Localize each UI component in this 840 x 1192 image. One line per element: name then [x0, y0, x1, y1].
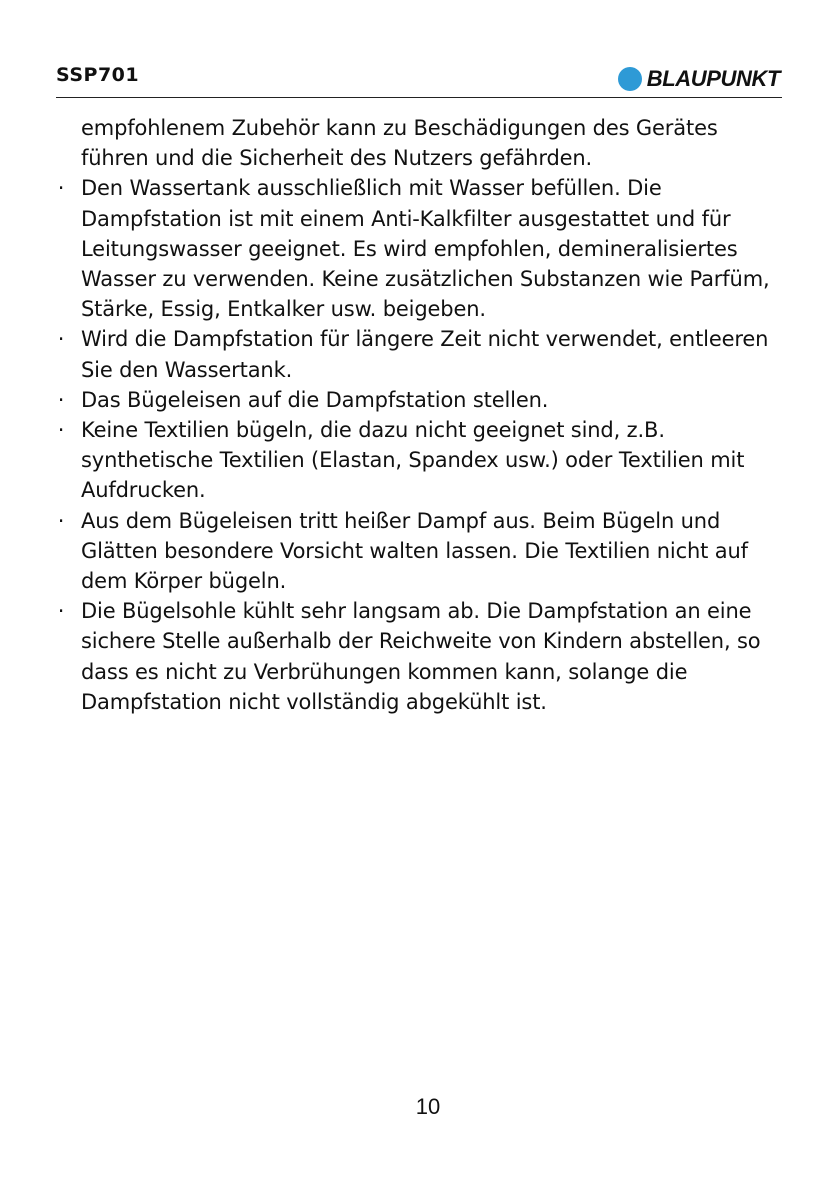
- list-item-text: Keine Textilien bügeln, die dazu nicht geeignet sind, z.B. synthetische Textilien (Elastan, Spandex usw.) oder Textilien mit Aufdrucken.: [81, 418, 745, 503]
- list-item: [56, 324, 786, 384]
- list-item: [56, 173, 786, 324]
- brand-name: BLAUPUNKT: [646, 66, 780, 91]
- page-header: [56, 64, 782, 96]
- bullet-icon: ·: [57, 327, 65, 352]
- bullet-icon: ·: [57, 418, 65, 443]
- header-divider: [56, 97, 782, 98]
- list-item-text: Die Bügelsohle kühlt sehr langsam ab. Die Dampfstation an eine sichere Stelle außerhalb der Reichweite von Kindern abstellen, so dass es nicht zu Verbrühungen kommen kann, solange die Dampfstation nicht vollständig abgekühlt ist.: [81, 599, 761, 714]
- safety-instructions: [56, 113, 786, 717]
- list-item-text: Den Wassertank ausschließlich mit Wasser befüllen. Die Dampfstation ist mit einem Anti-Kalkfilter ausgestattet und für Leitungswasser geeignet. Es wird empfohlen, demineralisiertes Wasser zu verwenden. Keine zusätzlichen Substanzen wie Parfüm, Stärke, Essig, Entkalker usw. beigeben.: [81, 176, 770, 322]
- bullet-icon: ·: [57, 176, 65, 201]
- bullet-icon: ·: [57, 387, 65, 412]
- page-number: 10: [415, 1094, 441, 1119]
- model-number: SSP701: [56, 64, 140, 86]
- blue-dot-icon: [618, 67, 642, 91]
- list-item-text: Wird die Dampfstation für längere Zeit nicht verwendet, entleeren Sie den Wassertank.: [81, 327, 769, 382]
- list-item-text: Das Bügeleisen auf die Dampfstation stellen.: [81, 387, 549, 412]
- list-item: [56, 506, 786, 597]
- bullet-icon: ·: [57, 599, 65, 624]
- list-item: [56, 415, 786, 506]
- brand-logo: [618, 66, 780, 92]
- bullet-icon: ·: [57, 508, 65, 533]
- list-item-text: Aus dem Bügeleisen tritt heißer Dampf aus. Beim Bügeln und Glätten besondere Vorsicht walten lassen. Die Textilien nicht auf dem Körper bügeln.: [81, 508, 748, 594]
- continued-paragraph: empfohlenem Zubehör kann zu Beschädigungen des Gerätes führen und die Sicherheit des Nutzers gefährden.: [81, 116, 718, 171]
- list-item: [56, 385, 786, 415]
- list-item: [56, 596, 786, 717]
